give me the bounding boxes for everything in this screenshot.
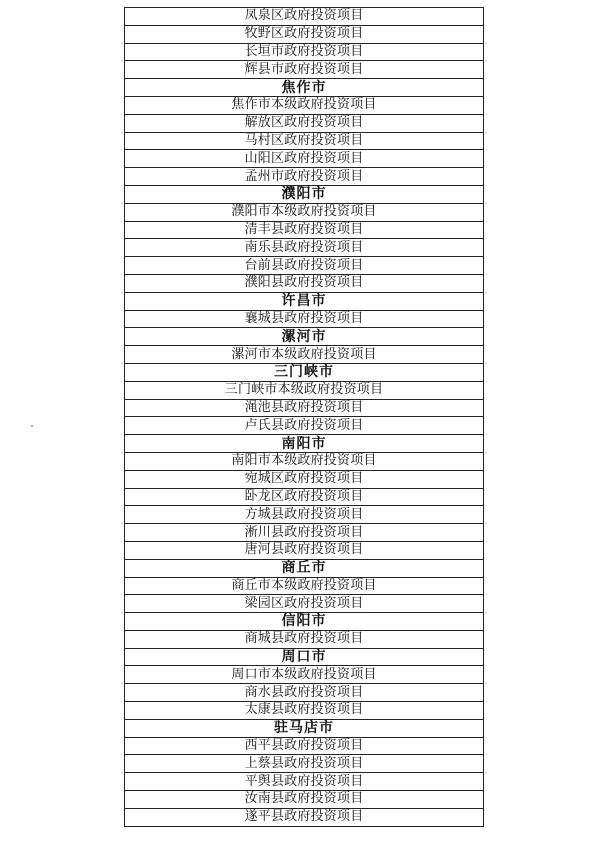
city-name: 焦作市 <box>125 79 484 97</box>
project-row <box>125 702 484 720</box>
city-heading-row <box>125 719 484 737</box>
project-name: 汝南县政府投资项目 <box>125 791 484 809</box>
project-name: 唐河县政府投资项目 <box>125 541 484 559</box>
project-name: 孟州市政府投资项目 <box>125 168 484 186</box>
project-row <box>125 737 484 755</box>
project-name: 凤泉区政府投资项目 <box>125 8 484 26</box>
project-row <box>125 595 484 613</box>
project-row <box>125 114 484 132</box>
city-heading-row <box>125 185 484 203</box>
project-name: 漯河市本级政府投资项目 <box>125 346 484 364</box>
city-name: 三门峡市 <box>125 363 484 381</box>
project-row <box>125 541 484 559</box>
city-heading-row <box>125 292 484 310</box>
project-row <box>125 61 484 79</box>
project-row <box>125 630 484 648</box>
project-name: 山阳区政府投资项目 <box>125 150 484 168</box>
project-name: 马村区政府投资项目 <box>125 132 484 150</box>
project-name: 焦作市本级政府投资项目 <box>125 96 484 114</box>
project-name: 遂平县政府投资项目 <box>125 808 484 826</box>
city-heading-row <box>125 559 484 577</box>
project-name: 商水县政府投资项目 <box>125 684 484 702</box>
project-row <box>125 310 484 328</box>
city-name: 周口市 <box>125 648 484 666</box>
city-heading-row <box>125 328 484 346</box>
project-row <box>125 257 484 275</box>
project-row <box>125 274 484 292</box>
project-name: 卢氏县政府投资项目 <box>125 417 484 435</box>
project-name: 周口市本级政府投资项目 <box>125 666 484 684</box>
project-name: 襄城县政府投资项目 <box>125 310 484 328</box>
city-heading-row <box>125 648 484 666</box>
city-name: 信阳市 <box>125 613 484 631</box>
project-name: 卧龙区政府投资项目 <box>125 488 484 506</box>
project-row <box>125 577 484 595</box>
project-name: 方城县政府投资项目 <box>125 506 484 524</box>
city-heading-row <box>125 363 484 381</box>
project-name: 淅川县政府投资项目 <box>125 524 484 542</box>
city-name: 濮阳市 <box>125 185 484 203</box>
city-heading-row <box>125 79 484 97</box>
city-name: 许昌市 <box>125 292 484 310</box>
project-list-body <box>125 8 484 827</box>
project-name: 三门峡市本级政府投资项目 <box>125 381 484 399</box>
scan-speck <box>31 425 33 427</box>
project-row <box>125 25 484 43</box>
project-row <box>125 132 484 150</box>
project-name: 台前县政府投资项目 <box>125 257 484 275</box>
project-name: 商城县政府投资项目 <box>125 630 484 648</box>
project-row <box>125 150 484 168</box>
project-row <box>125 808 484 826</box>
project-name: 平舆县政府投资项目 <box>125 773 484 791</box>
project-list-table <box>124 7 484 827</box>
project-name: 解放区政府投资项目 <box>125 114 484 132</box>
project-name: 太康县政府投资项目 <box>125 702 484 720</box>
project-row <box>125 524 484 542</box>
project-name: 商丘市本级政府投资项目 <box>125 577 484 595</box>
city-name: 漯河市 <box>125 328 484 346</box>
project-row <box>125 221 484 239</box>
city-name: 商丘市 <box>125 559 484 577</box>
city-heading-row <box>125 435 484 453</box>
project-row <box>125 43 484 61</box>
project-row <box>125 755 484 773</box>
project-row <box>125 96 484 114</box>
project-row <box>125 470 484 488</box>
project-row <box>125 8 484 26</box>
project-name: 濮阳市本级政府投资项目 <box>125 203 484 221</box>
project-name: 梁园区政府投资项目 <box>125 595 484 613</box>
project-row <box>125 239 484 257</box>
project-name: 南阳市本级政府投资项目 <box>125 452 484 470</box>
project-name: 濮阳县政府投资项目 <box>125 274 484 292</box>
project-name: 辉县市政府投资项目 <box>125 61 484 79</box>
project-name: 宛城区政府投资项目 <box>125 470 484 488</box>
project-row <box>125 417 484 435</box>
project-row <box>125 666 484 684</box>
project-row <box>125 381 484 399</box>
project-row <box>125 203 484 221</box>
project-name: 西平县政府投资项目 <box>125 737 484 755</box>
project-row <box>125 791 484 809</box>
project-name: 牧野区政府投资项目 <box>125 25 484 43</box>
project-row <box>125 773 484 791</box>
project-name: 上蔡县政府投资项目 <box>125 755 484 773</box>
city-heading-row <box>125 613 484 631</box>
project-row <box>125 506 484 524</box>
city-name: 南阳市 <box>125 435 484 453</box>
project-row <box>125 452 484 470</box>
project-row <box>125 684 484 702</box>
city-name: 驻马店市 <box>125 719 484 737</box>
project-name: 南乐县政府投资项目 <box>125 239 484 257</box>
project-row <box>125 488 484 506</box>
project-row <box>125 399 484 417</box>
project-name: 渑池县政府投资项目 <box>125 399 484 417</box>
project-name: 清丰县政府投资项目 <box>125 221 484 239</box>
project-name: 长垣市政府投资项目 <box>125 43 484 61</box>
project-row <box>125 346 484 364</box>
project-row <box>125 168 484 186</box>
